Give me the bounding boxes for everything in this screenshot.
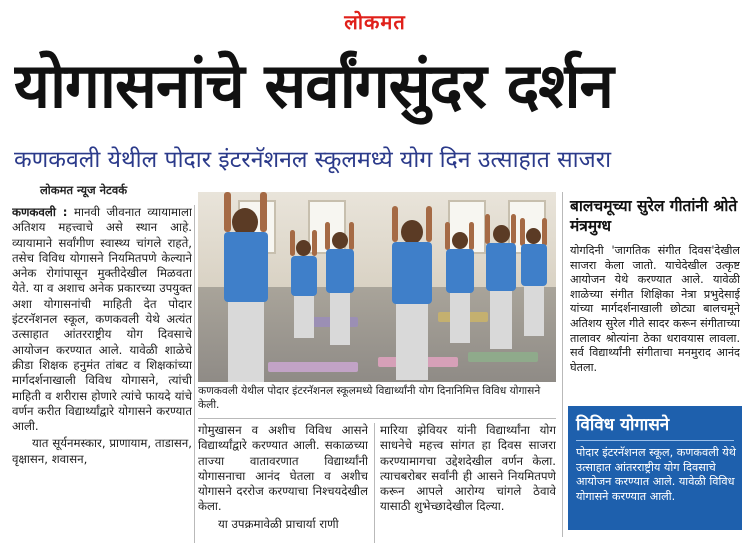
photo-caption: कणकवली येथील पोदार इंटरनॅशनल स्कूलमध्ये विद्यार्थ्यांनी योग दिनानिमित्त विविध योगासने केली.: [198, 385, 541, 411]
highlight-box-body: पोदार इंटरनॅशनल स्कूल, कणकवली येथे उत्साहात आंतरराष्ट्रीय योग दिवसाचे आयोजन करण्यात आले. यावेळी विविध योगासने करण्यात आली.: [576, 446, 736, 503]
caption-divider: [198, 418, 556, 419]
article-column-3: मारिया झेवियर यांनी विद्यार्थ्यांना योग साधनेचे महत्त्व सांगत हा दिवस साजरा करण्यामागचा उद्देशदेखील वर्णन केला. त्याचबरोबर सर्वांनी ही आसने नियमितपणे करून आपले आरोग्य चांगले ठेवावे यासाठी शुभेच्छादेखील दिल्या.: [380, 423, 556, 514]
article-column-2: [198, 423, 368, 545]
article-text-2: गोमुखासन व अशीच विविध आसने विद्यार्थ्यांद्वारे करण्यात आली. सकाळच्या ताज्या वातावरणात विद्यार्थ्यांनी योगासनाचा आनंद घेतला व अशीच योगासने दररोज करण्याचा निश्चयदेखील केला.: [198, 423, 368, 514]
column-divider: [194, 205, 195, 543]
sidebar-body: योगदिनी 'जागतिक संगीत दिवस'देखील साजरा केला जातो. याचेदेखील उत्कृष्ट आयोजन येथे करण्यात आले. यावेळी शाळेच्या संगीत शिक्षिका नेत्रा प्रभुदेसाई यांच्या मार्गदर्शनाखाली छोट्या बालचमूने अतिशय सुरेल गीते सादर करून संगीताच्या तालावर श्रोत्यांना ठेका धरावयास लावला. सर्व विद्यार्थ्यांनी संगीताचा मनमुराद आनंद घेतला.: [570, 244, 740, 374]
headline: योगासनांचे सर्वांगसुंदर दर्शन: [14, 49, 613, 122]
article-column-1: [12, 205, 192, 545]
article-text-1b: यात सूर्यनमस्कार, प्राणायाम, ताडासन, वृक्षासन, शवासन,: [12, 436, 192, 466]
article-text-1: मानवी जीवनात व्यायामाला अतिशय महत्त्वाचे असे स्थान आहे. व्यायामाने सर्वांगीण स्वास्थ्य चांगले राहते, तसेच विविध योगासने नियमितपणे केल्याने अनेक रोगांपासून मुक्तीदेखील मिळवता येते. या व अशाच अनेक प्रकारच्या उपयुक्त अशा योगासनांची माहिती देत पोदार इंटरनॅशनल स्कूल, कणकवली येथे अत्यंत उत्साहात आंतरराष्ट्रीय योग दिवसाचे आयोजन करण्यात आले. यावेळी शाळेचे क्रीडा शिक्षक हनुमंत तांबट व शिक्षकांच्या मार्गदर्शनाखाली विविध योगासने, त्यांची माहिती व शरीरास होणारे त्यांचे फायदे यांचे वर्णन करीत विद्यार्थ्यांद्वारे योगासने करण्यात आली.: [12, 205, 192, 434]
yoga-photo: [198, 192, 556, 382]
sidebar-title: बालचमूच्या सुरेल गीतांनी श्रोते मंत्रमुग्ध: [570, 197, 738, 235]
highlight-box-title: विविध योगासने: [576, 415, 670, 435]
byline: लोकमत न्यूज नेटवर्क: [40, 183, 128, 197]
column-divider-2: [374, 423, 375, 543]
highlight-box: [568, 406, 742, 530]
subheadline: कणकवली येथील पोदार इंटरनॅशनल स्कूलमध्ये योग दिन उत्साहात साजरा: [14, 147, 612, 173]
newspaper-masthead: लोकमत: [344, 10, 406, 34]
article-text-2b: या उपक्रमावेळी प्राचार्या राणी: [218, 516, 339, 531]
sidebar-divider: [562, 192, 563, 537]
highlight-box-rule: [576, 440, 734, 441]
dateline: कणकवली :: [12, 205, 68, 219]
